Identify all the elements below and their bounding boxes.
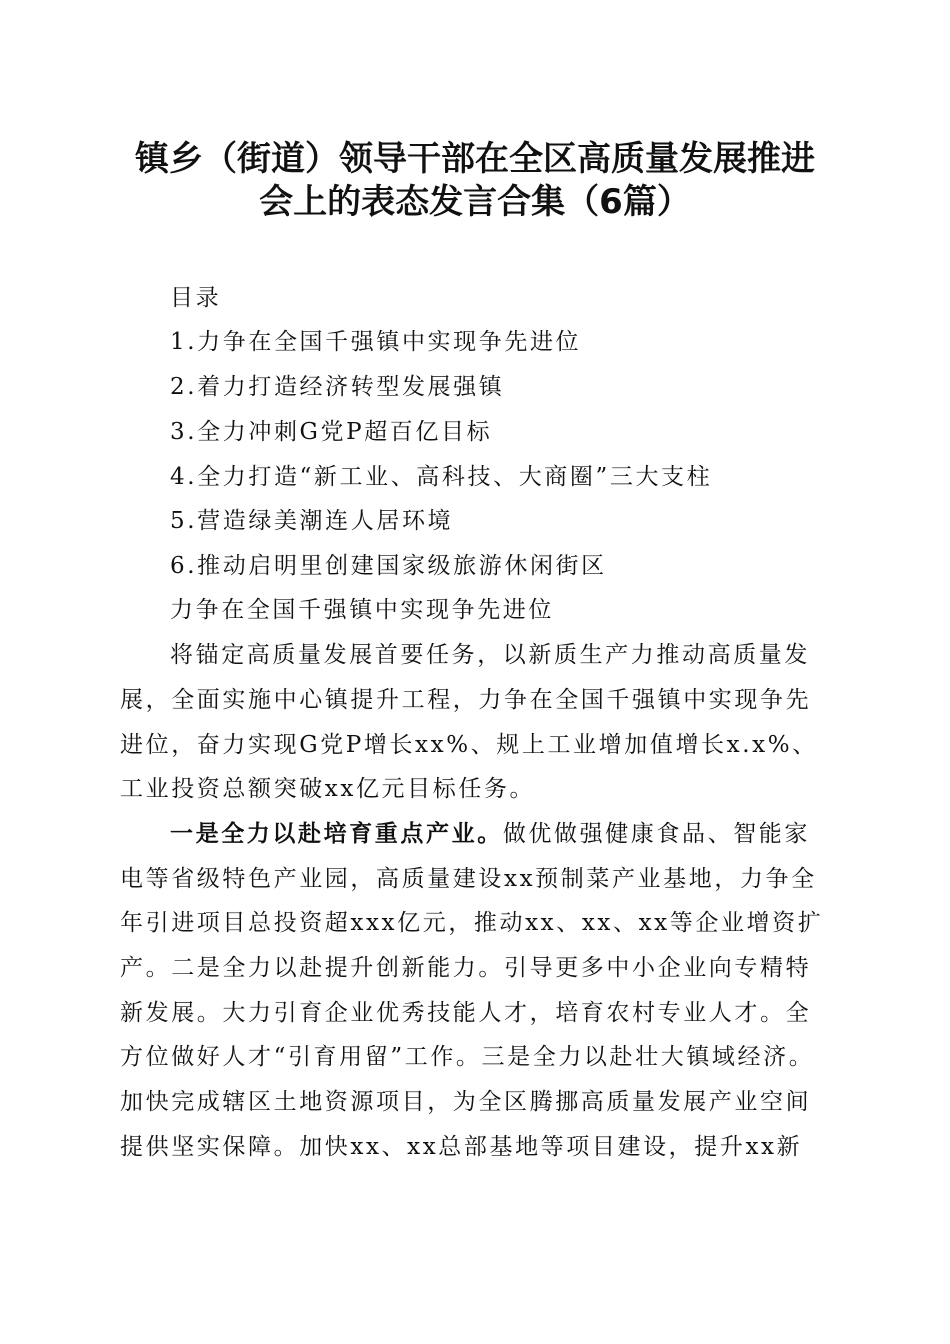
toc-item: 5.营造绿美潮连人居环境: [170, 508, 454, 534]
paragraph-line: 进位，奋力实现G党P增长xx%、规上工业增加值增长x.x%、: [120, 732, 818, 758]
document-title-line-1: 镇乡（街道）领导干部在全区高质量发展推进: [135, 139, 815, 179]
toc-item: 3.全力冲刺G党P超百亿目标: [170, 419, 493, 445]
paragraph-line: 展，全面实施中心镇提升工程，力争在全国千强镇中实现争先: [120, 687, 812, 713]
paragraph-line: 电等省级特色产业园，高质量建设xx预制菜产业基地，力争全: [120, 866, 817, 892]
paragraph-text: 做优做强健康食品、智能家: [502, 821, 811, 847]
toc-heading: 目录: [170, 285, 222, 311]
toc-item: 4.全力打造“新工业、高科技、大商圈”三大支柱: [170, 464, 713, 490]
toc-item: 1.力争在全国千强镇中实现争先进位: [170, 329, 582, 355]
paragraph-line: 提供坚实保障。加快xx、xx总部基地等项目建设，提升xx新: [120, 1134, 803, 1160]
paragraph-line: 新发展。大力引育企业优秀技能人才，培育农村专业人才。全: [120, 1000, 812, 1026]
paragraph-line: [170, 817, 890, 851]
paragraph-line: 加快完成辖区土地资源项目，为全区腾挪高质量发展产业空间: [120, 1089, 812, 1115]
document-title-line-2: 会上的表态发言合集（6篇）: [259, 182, 691, 222]
section-title: 力争在全国千强镇中实现争先进位: [170, 597, 554, 623]
paragraph-line: 工业投资总额突破xx亿元目标任务。: [120, 776, 536, 802]
bold-lead-phrase: 一是全力以赴培育重点产业。: [170, 820, 503, 847]
toc-item: 6.推动启明里创建国家级旅游休闲街区: [170, 553, 607, 579]
paragraph-line: 年引进项目总投资超xxx亿元，推动xx、xx、xx等企业增资扩: [120, 910, 824, 936]
paragraph-line: 产。二是全力以赴提升创新能力。引导更多中小企业向专精特: [120, 955, 812, 981]
toc-item: 2.着力打造经济转型发展强镇: [170, 374, 505, 400]
paragraph-line: 将锚定高质量发展首要任务，以新质生产力推动高质量发: [170, 642, 810, 668]
paragraph-line: 方位做好人才“引育用留”工作。三是全力以赴壮大镇域经济。: [120, 1044, 815, 1070]
